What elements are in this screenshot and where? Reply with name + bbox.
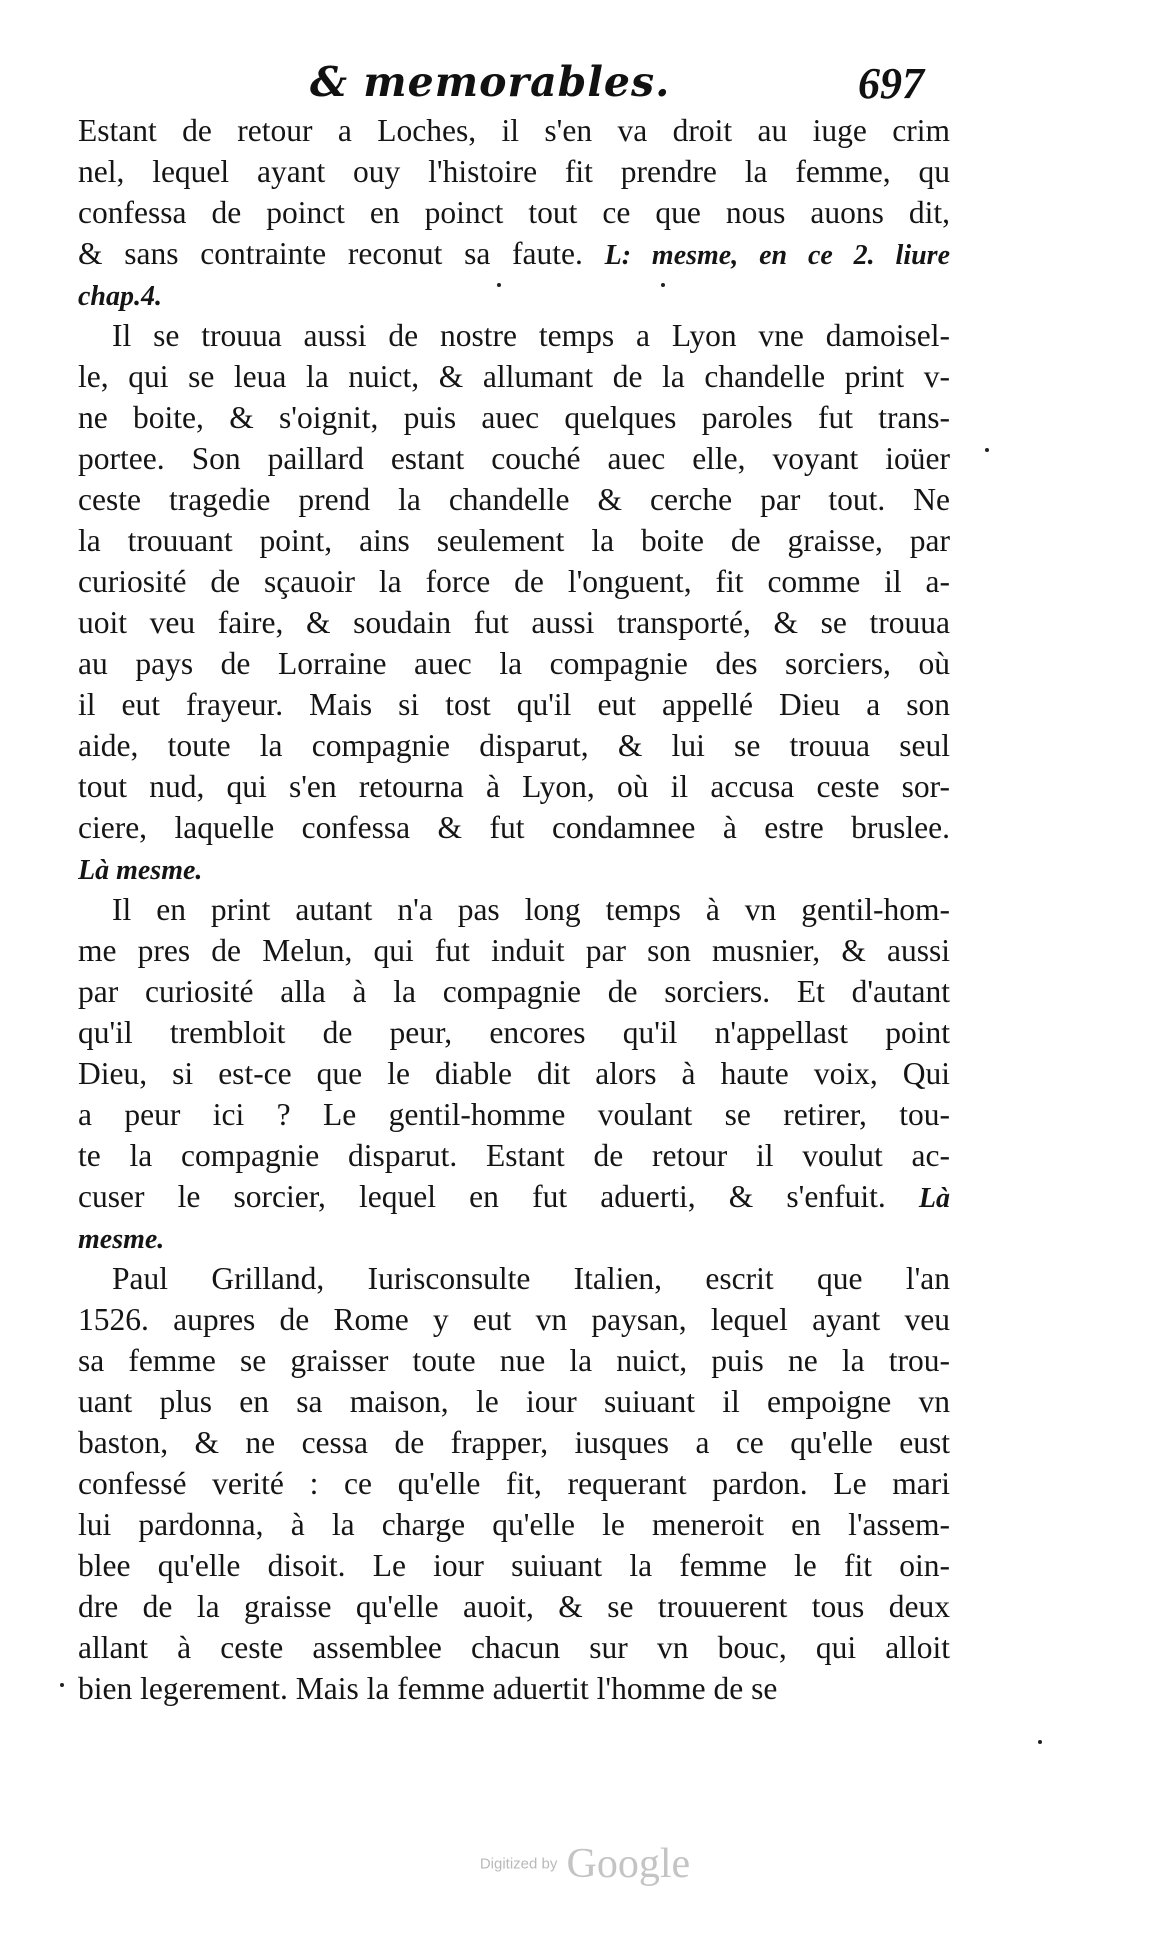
line-text: Il en print autant n'a pas long temps à vn gentil-hom- [112,892,950,927]
text-line [78,192,950,233]
text-line [78,1340,950,1381]
text-line [78,602,950,643]
text-line [78,766,950,807]
line-text: dre de la graisse qu'elle auoit, & se trouuerent tous deux [78,1589,950,1624]
text-line [78,356,950,397]
digitized-label: Digitized by [479,1855,558,1873]
line-text: Il se trouua aussi de nostre temps a Lyon vne damoisel- [112,318,950,353]
line-text: cuser le sorcier, lequel en fut aduerti, & s'enfuit. [78,1179,886,1214]
line-text: au pays de Lorraine auec la compagnie des sorciers, où [78,646,950,681]
text-line [78,1668,950,1709]
line-text: uant plus en sa maison, le iour suiuant il empoigne vn [78,1384,950,1419]
source-reference: L: mesme, en ce 2. liure [604,240,950,271]
text-line [78,274,950,315]
text-line [78,561,950,602]
source-reference: chap.4. [78,281,162,312]
digitized-by-google-watermark [0,1840,1170,1888]
google-logo: Google [566,1841,691,1887]
line-text: Dieu, si est-ce que le diable dit alors à haute voix, Qui [78,1056,950,1091]
text-line [78,1463,950,1504]
text-line [78,930,950,971]
text-line [78,725,950,766]
source-reference: Là mesme. [78,855,203,886]
ink-speck [497,283,501,287]
line-text: 1526. aupres de Rome y eut vn paysan, lequel ayant veu [78,1302,950,1337]
line-text: ne boite, & s'oignit, puis auec quelques paroles fut trans- [78,400,950,435]
line-text: par curiosité alla à la compagnie de sorciers. Et d'autant [78,974,950,1009]
line-text: tout nud, qui s'en retourna à Lyon, où il accusa ceste sor- [78,769,950,804]
running-title: & memorables. [310,58,671,106]
text-line [78,1217,950,1258]
body-text [78,110,950,1709]
line-text: ceste tragedie prend la chandelle & cerche par tout. Ne [78,482,950,517]
text-line [78,151,950,192]
text-line [78,1299,950,1340]
source-reference: Là [918,1183,950,1214]
paragraph [78,110,950,315]
line-text: nel, lequel ayant ouy l'histoire fit prendre la femme, qu [78,154,950,189]
ink-speck [985,448,989,452]
line-text: la trouuant point, ains seulement la boite de graisse, par [78,523,950,558]
text-line [78,1586,950,1627]
text-line [78,848,950,889]
text-line [78,1627,950,1668]
line-text: uoit veu faire, & soudain fut aussi transporté, & se trouua [78,605,950,640]
text-line [78,315,950,356]
line-text: a peur ici ? Le gentil-homme voulant se retirer, tou- [78,1097,950,1132]
line-text: qu'il trembloit de peur, encores qu'il n'appellast point [78,1015,950,1050]
text-line [78,438,950,479]
ink-speck [1038,1740,1042,1744]
text-line [78,1422,950,1463]
line-text: sa femme se graisser toute nue la nuict, puis ne la trou- [78,1343,950,1378]
text-line [78,110,950,151]
text-line [78,1176,950,1217]
text-line [78,1381,950,1422]
line-text: Paul Grilland, Iurisconsulte Italien, escrit que l'an [112,1261,950,1296]
line-text: il eut frayeur. Mais si tost qu'il eut appellé Dieu a son [78,687,950,722]
text-line [78,971,950,1012]
line-text: te la compagnie disparut. Estant de retour il voulut ac- [78,1138,950,1173]
paragraph [78,889,950,1258]
text-line [78,1053,950,1094]
line-text: baston, & ne cessa de frapper, iusques a ce qu'elle eust [78,1425,950,1460]
text-line [78,1135,950,1176]
text-line [78,684,950,725]
line-text: ciere, laquelle confessa & fut condamnee à estre bruslee. [78,810,950,845]
text-line [78,1258,950,1299]
text-line [78,1545,950,1586]
line-text: confessa de poinct en poinct tout ce que nous auons dit, [78,195,950,230]
text-line [78,807,950,848]
line-text: curiosité de sçauoir la force de l'onguent, fit comme il a- [78,564,950,599]
line-text: lui pardonna, à la charge qu'elle le meneroit en l'assem- [78,1507,950,1542]
text-line [78,520,950,561]
paragraph [78,315,950,889]
line-text: portee. Son paillard estant couché auec elle, voyant ioüer [78,441,950,476]
source-reference: mesme. [78,1224,165,1255]
text-line [78,889,950,930]
line-text: allant à ceste assemblee chacun sur vn bouc, qui alloit [78,1630,950,1665]
ink-speck [661,283,665,287]
line-text: bien legerement. Mais la femme aduertit l'homme de se [78,1671,778,1706]
text-line [78,1012,950,1053]
text-line [78,643,950,684]
ink-speck [60,1683,64,1687]
paragraph [78,1258,950,1709]
line-text: confessé verité : ce qu'elle fit, requerant pardon. Le mari [78,1466,950,1501]
line-text: me pres de Melun, qui fut induit par son musnier, & aussi [78,933,950,968]
line-text: aide, toute la compagnie disparut, & lui se trouua seul [78,728,950,763]
running-head [0,58,1170,108]
line-text: & sans contrainte reconut sa faute. [78,236,583,271]
text-line [78,1504,950,1545]
text-line [78,233,950,274]
text-line [78,1094,950,1135]
text-line [78,397,950,438]
line-text: Estant de retour a Loches, il s'en va droit au iuge crim [78,113,950,148]
page-number: 697 [858,59,924,108]
text-line [78,479,950,520]
line-text: blee qu'elle disoit. Le iour suiuant la femme le fit oin- [78,1548,950,1583]
line-text: le, qui se leua la nuict, & allumant de la chandelle print v- [78,359,950,394]
